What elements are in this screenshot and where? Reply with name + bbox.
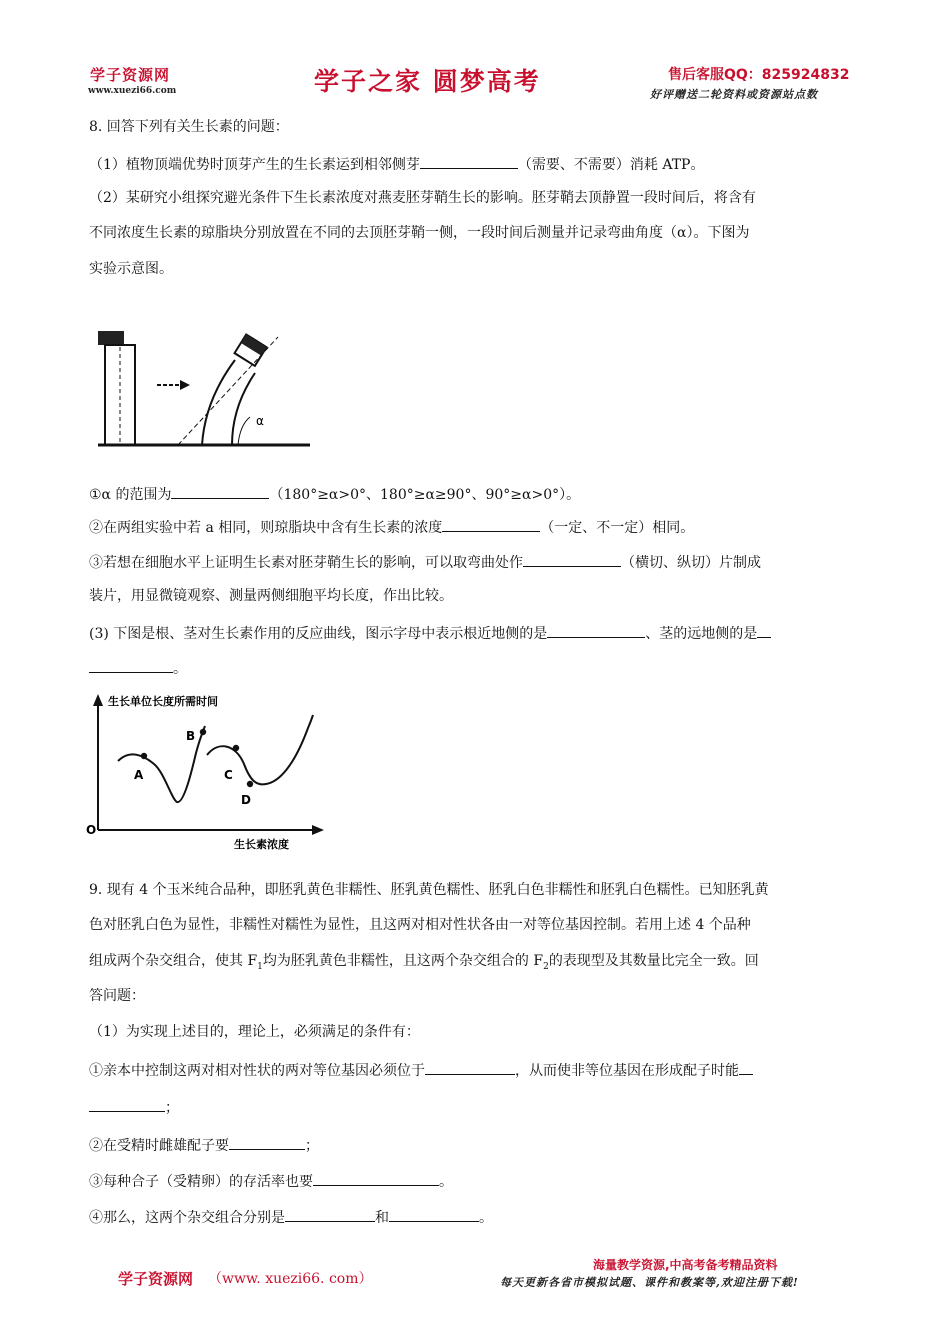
answer-blank[interactable]	[523, 551, 621, 567]
arrow-head	[180, 380, 190, 390]
q9-cond2-end: ；	[305, 1138, 319, 1154]
q9-cond1	[89, 1059, 753, 1081]
answer-blank[interactable]	[547, 622, 645, 638]
header-title: 学子之家 圆梦高考	[314, 67, 541, 96]
q8-part1	[89, 153, 704, 175]
x-axis-arrow	[312, 825, 324, 835]
alpha-label: α	[256, 414, 264, 428]
q9-cond3	[89, 1170, 453, 1192]
q8-sub2	[89, 516, 694, 538]
auxin-response-chart	[84, 688, 334, 854]
point-a-label: A	[134, 768, 144, 782]
q8-sub3	[89, 551, 761, 573]
q9-cond3-end: 。	[439, 1174, 453, 1190]
agar-block-bent	[235, 334, 267, 365]
agar-block-left	[98, 331, 124, 345]
chart-points	[134, 729, 253, 807]
q9-line3-b: 均为胚乳黄色非糯性，且这两个杂交组合的 F	[262, 953, 544, 969]
q8-sub2-a: ②在两组实验中若 a 相同，则琼脂块中含有生长素的浓度	[89, 520, 443, 536]
y-axis-arrow	[93, 694, 103, 706]
q9-cond1-a: ①亲本中控制这两对相对性状的两对等位基因必须位于	[89, 1063, 425, 1079]
q8-sub1	[89, 483, 580, 505]
q8-part2-line2: 不同浓度生长素的琼脂块分别放置在不同的去顶胚芽鞘一侧，一段时间后测量并记录弯曲角度（α）。下图为	[89, 225, 750, 241]
origin-label: O	[86, 823, 97, 837]
q8-part1-a: （1）植物顶端优势时顶芽产生的生长素运到相邻侧芽	[89, 157, 420, 173]
q8-part3-end: 。	[173, 661, 187, 677]
q9-cond1-end: ；	[165, 1100, 179, 1116]
answer-blank[interactable]	[739, 1059, 753, 1075]
x-axis-label: 生长素浓度	[234, 838, 289, 851]
q9-cond4-b: 和	[375, 1210, 389, 1226]
footer-logo: 学子资源网	[118, 1270, 194, 1288]
point-c-marker	[233, 745, 239, 751]
q8-sub1-a: ①α 的范围为	[89, 487, 172, 503]
point-a-marker	[141, 753, 147, 759]
footer-subtitle: 每天更新各省市模拟试题、课件和教案等,欢迎注册下载!	[500, 1276, 799, 1289]
coleoptile-diagram	[90, 325, 320, 455]
point-c-label: C	[224, 768, 233, 782]
point-b-label: B	[186, 729, 196, 743]
q8-part3	[89, 622, 771, 644]
q9-cond2-a: ②在受精时雌雄配子要	[89, 1138, 229, 1154]
answer-blank[interactable]	[442, 516, 540, 532]
point-b-marker	[200, 729, 206, 735]
header-url: www.xuezi66.com	[88, 86, 177, 96]
answer-blank[interactable]	[425, 1059, 515, 1075]
point-d-label: D	[241, 793, 251, 807]
q9-line3	[89, 951, 759, 977]
answer-blank[interactable]	[313, 1170, 439, 1186]
q9-line3-c: 的表现型及其数量比完全一致。回	[548, 953, 759, 969]
q9-sub1: （1）为实现上述目的，理论上，必须满足的条件有：	[89, 1024, 420, 1040]
stem-curve	[207, 715, 313, 784]
q8-sub3-a: ③若想在细胞水平上证明生长素对胚芽鞘生长的影响，可以取弯曲处作	[89, 555, 523, 571]
subscript-2: 2	[543, 961, 549, 972]
coleoptile-bent-left	[202, 360, 235, 445]
q9-line1: 9. 现有 4 个玉米纯合品种，即胚乳黄色非糯性、胚乳黄色糯性、胚乳白色非糯性和胚乳白色糯性。已知胚乳黄	[89, 882, 769, 898]
y-axis-label: 生长单位长度所需时间	[108, 695, 218, 708]
footer-url[interactable]: （www. xuezi66. com）	[208, 1271, 373, 1287]
q9-cond4-a: ④那么，这两个杂交组合分别是	[89, 1210, 285, 1226]
q8-sub3-b: （横切、纵切）片制成	[621, 555, 761, 571]
q8-part3-line2	[89, 657, 187, 679]
q9-cond1-b: ，从而使非等位基因在形成配子时能	[515, 1063, 739, 1079]
subscript-1: 1	[257, 961, 263, 972]
q8-part3-b: 、茎的远地侧的是	[645, 626, 758, 642]
q8-sub2-b: （一定、不一定）相同。	[540, 520, 695, 536]
footer-resources: 海量教学资源,中高考备考精品资料	[593, 1258, 778, 1272]
q9-cond4-end: 。	[479, 1210, 493, 1226]
answer-blank[interactable]	[89, 1096, 165, 1112]
answer-blank[interactable]	[389, 1206, 479, 1222]
answer-blank[interactable]	[171, 483, 269, 499]
q8-part1-b: （需要、不需要）消耗 ATP。	[517, 157, 705, 173]
coleoptile-bent-right	[232, 373, 255, 445]
q8-part2-line3: 实验示意图。	[89, 261, 173, 277]
q8-sub1-b: （180°≥α>0°、180°≥α≥90°、90°≥α>0°）。	[269, 487, 581, 503]
q9-cond4	[89, 1206, 493, 1228]
answer-blank[interactable]	[420, 153, 518, 169]
q8-part3-a: (3) 下图是根、茎对生长素作用的反应曲线，图示字母中表示根近地侧的是	[89, 626, 548, 642]
q9-line4: 答问题：	[89, 988, 145, 1004]
answer-blank[interactable]	[89, 657, 173, 673]
q8-part2-line1: （2）某研究小组探究避光条件下生长素浓度对燕麦胚芽鞘生长的影响。胚芽鞘去顶静置一段时间后，将含有	[89, 190, 756, 206]
answer-blank[interactable]	[757, 622, 771, 638]
point-d-marker	[247, 781, 253, 787]
q9-line3-a: 组成两个杂交组合，使其 F	[89, 953, 258, 969]
header-logo: 学子资源网	[90, 66, 171, 84]
header-qq: 售后客服QQ：825924832	[668, 67, 850, 83]
header-subtitle: 好评赠送二轮资料或资源站点数	[650, 88, 818, 101]
answer-blank[interactable]	[285, 1206, 375, 1222]
q9-cond2	[89, 1134, 319, 1156]
answer-blank[interactable]	[229, 1134, 305, 1150]
coleoptile-straight	[105, 345, 135, 445]
q8-sub3-line2: 装片，用显微镜观察、测量两侧细胞平均长度，作出比较。	[89, 588, 453, 604]
q9-cond3-a: ③每种合子（受精卵）的存活率也要	[89, 1174, 313, 1190]
q9-line2: 色对胚乳白色为显性，非糯性对糯性为显性，且这两对相对性状各由一对等位基因控制。若用上述 4 个品种	[89, 917, 751, 933]
q8-title: 8. 回答下列有关生长素的问题：	[89, 119, 289, 135]
q9-cond1-line2	[89, 1096, 179, 1118]
